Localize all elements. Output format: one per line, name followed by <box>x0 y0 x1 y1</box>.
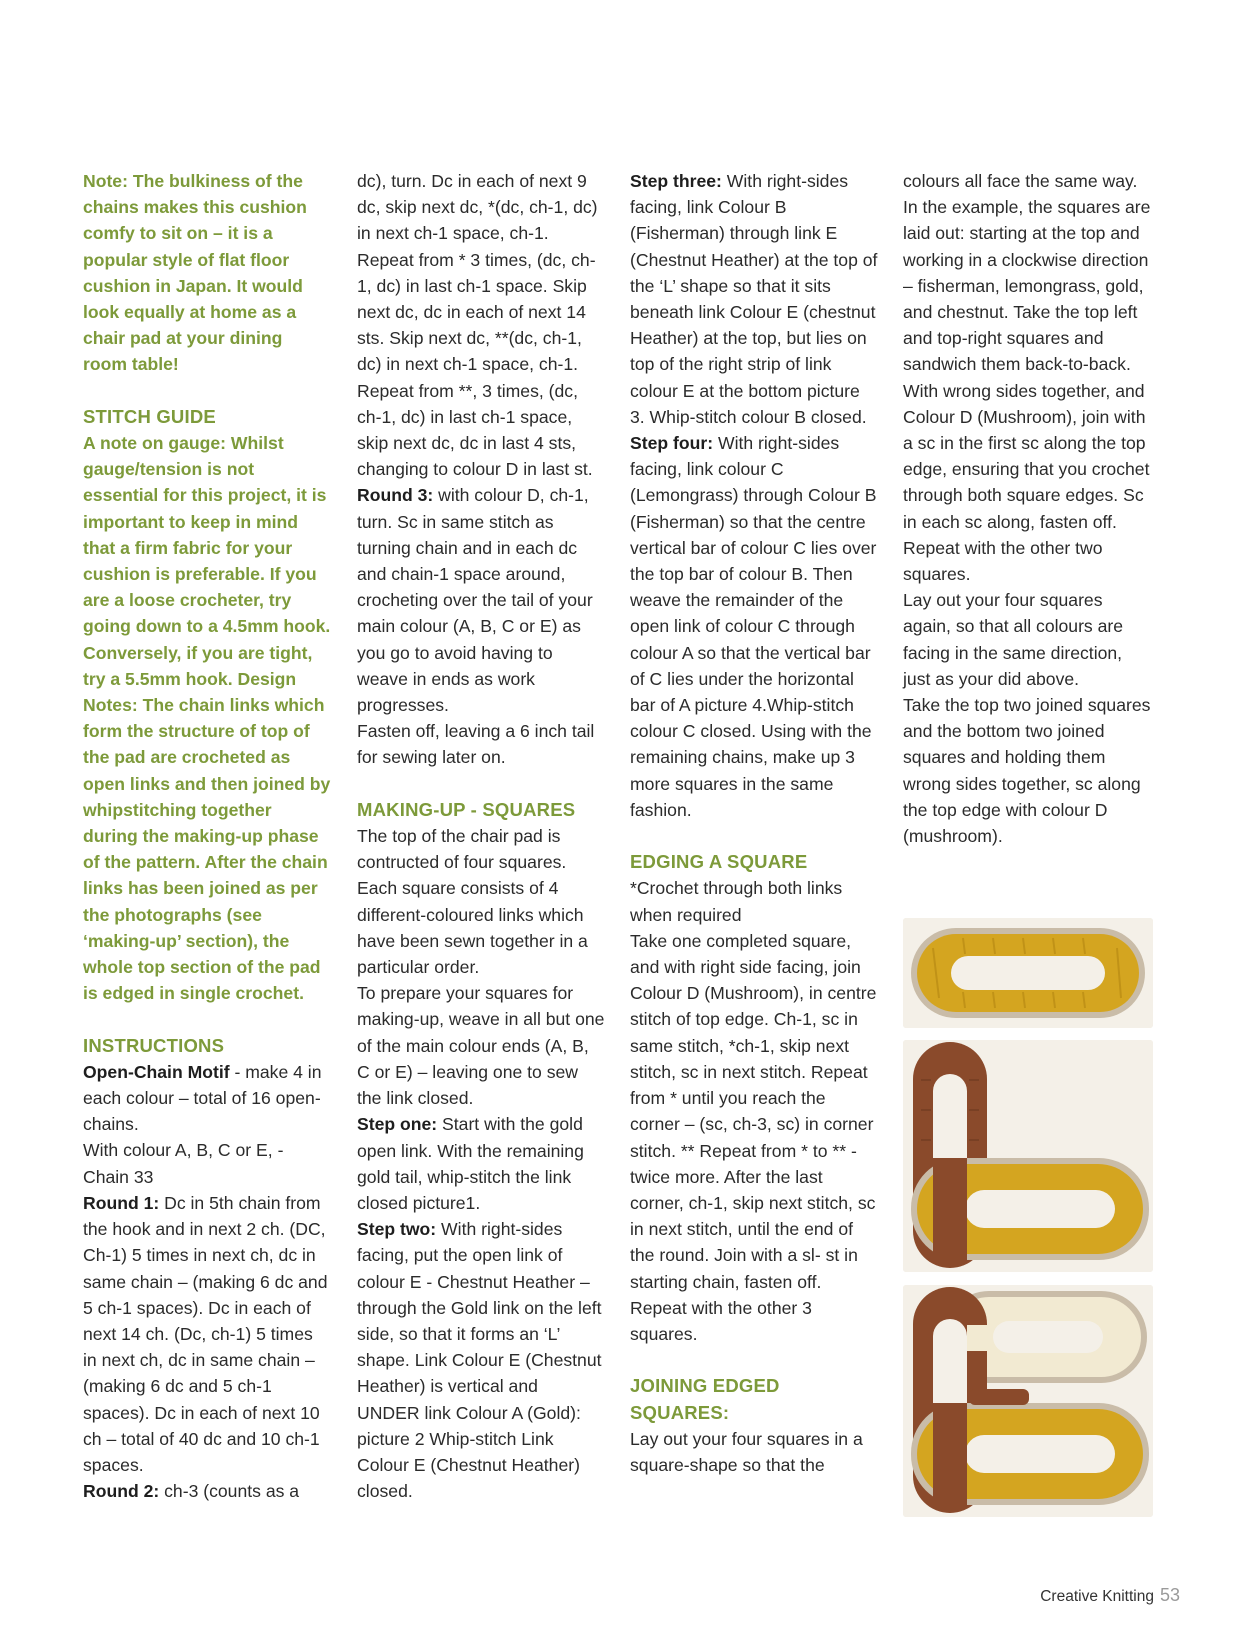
round-1-lead: Round 1: <box>83 1192 160 1213</box>
step-one-text: Start with the gold open link. With the remaining gold tail, whip-stitch the link closed picture1. <box>357 1114 584 1213</box>
step-three-text: With right-sides facing, link Colour B (Fisherman) through link E (Chestnut Heather) at the top of the ‘L’ shape so that it sits beneath link Colour E (chestnut Heather) at the top, but lies on top of the right strip of link colour E at the bottom picture 3. Whip-stitch colour B closed. <box>630 171 878 427</box>
photo-gold-chestnut-fisherman-links <box>903 1285 1153 1517</box>
round-2-paragraph <box>83 1478 331 1504</box>
edging-heading: EDGING A SQUARE <box>630 851 808 873</box>
photo-gold-link <box>903 918 1153 1028</box>
magazine-name: Creative Knitting <box>1040 1588 1154 1605</box>
motif-text: - make 4 in each colour – total of 16 open-chains. <box>83 1061 322 1135</box>
round-2-continued: dc), turn. Dc in each of next 9 dc, skip next dc, *(dc, ch-1, dc) in next ch-1 space, ch-1. Repeat from * 3 times, (dc, ch-1, dc) in last ch-1 space. Skip next dc, dc in each of next 14 sts. Skip next dc, **(dc, ch-1, dc) in next ch-1 space, ch-1. Repeat from **, 3 times, (dc, ch-1, dc) in last ch-1 space, skip next dc, dc in last 4 sts, changing to colour D in last st. <box>357 171 598 480</box>
page-number: 53 <box>1159 1585 1180 1605</box>
round-1-text: Dc in 5th chain from the hook and in next 2 ch. (DC, Ch-1) 5 times in next ch, dc in same chain – (making 6 dc and 5 ch-1 spaces). Dc in each of next 14 ch. (Dc, ch-1) 5 times in next ch, dc in same chain – (making 6 dc and 5 ch-1 spaces). Dc in each of next 10 ch – total of 40 dc and 10 ch-1 spaces. <box>83 1192 328 1475</box>
column-3 <box>630 168 878 1478</box>
column-2 <box>357 168 605 1504</box>
step-two-lead: Step two: <box>357 1219 437 1240</box>
photo-gold-chestnut-links <box>903 1040 1153 1272</box>
round-3-lead: Round 3: <box>357 485 434 506</box>
intro-note: Note: The bulkiness of the chains makes this cushion comfy to sit on – it is a popular style of flat floor cushion in Japan. It would look equally at home as a chair pad at your dining room table! <box>83 171 307 375</box>
round-3-paragraph <box>357 482 605 718</box>
column-4 <box>903 168 1151 849</box>
edging-paragraph-1: *Crochet through both links when required <box>630 878 843 925</box>
joining-paragraph-2: colours all face the same way. In the example, the squares are laid out: starting at the top and working in a clockwise direction – fisherman, lemongrass, gold, and chestnut. Take the top left and top-right squares and sandwich them back-to-back. With wrong sides together, and Colour D (Mushroom), join with a sc in the first sc along the top edge, ensuring that you crochet through both square edges. Sc in each sc along, fasten off. <box>903 171 1151 532</box>
edging-paragraph-3: Repeat with the other 3 squares. <box>630 1297 812 1344</box>
edging-paragraph-2: Take one completed square, and with right side facing, join Colour D (Mushroom), in centre stitch of top edge. Ch-1, sc in same stitch, *ch-1, skip next stitch, sc in next stitch. Repeat from * until you reach the corner – (sc, ch-3, sc) in corner stitch. ** Repeat from * to ** - twice more. After the last corner, ch-1, skip next stitch, sc in next stitch, until the end of the round. Join with a sl- st in starting chain, fasten off. <box>630 930 877 1292</box>
round-3-text: with colour D, ch-1, turn. Sc in same stitch as turning chain and in each dc and chain-1 space around, crocheting over the tail of your main colour (A, B, C or E) as you go to avoid having to weave in ends as work progresses. <box>357 485 593 716</box>
joining-paragraph-1: Lay out your four squares in a square-shape so that the <box>630 1428 863 1475</box>
making-up-heading: MAKING-UP - SQUARES <box>357 798 576 820</box>
step-two-text: With right-sides facing, put the open link of colour E - Chestnut Heather – through the Gold link on the left side, so that it forms an ‘L’ shape. Link Colour E (Chestnut Heather) is vertical and UNDER link Colour A (Gold): picture 2 Whip-stitch Link Colour E (Chestnut Heather) closed. <box>357 1219 602 1502</box>
fasten-off-paragraph: Fasten off, leaving a 6 inch tail for sewing later on. <box>357 721 595 768</box>
joining-paragraph-5: Take the top two joined squares and the bottom two joined squares and holding them wrong sides together, sc along the top edge with colour D (mushroom). <box>903 695 1151 847</box>
round-1-paragraph <box>83 1190 331 1478</box>
step-two-paragraph <box>357 1216 605 1504</box>
motif-lead: Open-Chain Motif <box>83 1061 230 1082</box>
stitch-guide-heading: STITCH GUIDE <box>83 405 216 427</box>
chain-paragraph: With colour A, B, C or E, - Chain 33 <box>83 1140 284 1187</box>
joining-paragraph-3: Repeat with the other two squares. <box>903 537 1103 585</box>
joining-paragraph-4: Lay out your four squares again, so that all colours are facing in the same direction, just as your did above. <box>903 590 1124 689</box>
step-three-lead: Step three: <box>630 171 722 191</box>
step-one-lead: Step one: <box>357 1114 438 1135</box>
step-four-text: With right-sides facing, link colour C (Lemongrass) through Colour B (Fisherman) so that the centre vertical bar of colour C lies over the top bar of colour B. Then weave the remainder of the open link of colour C through colour A so that the vertical bar of C lies under the horizontal bar of A picture 4.Whip-stitch colour C closed. Using with the remaining chains, make up 3 more squares in the same fashion. <box>630 433 877 820</box>
stitch-guide-text: A note on gauge: Whilst gauge/tension is not essential for this project, it is important to keep in mind that a firm fabric for your cushion is preferable. If you are a loose crocheter, try going down to a 4.5mm hook. Conversely, if you are tight, try a 5.5mm hook. Design Notes: The chain links which form the structure of top of the pad are crocheted as open links and then joined by whipstitching together during the making-up phase of the pattern. After the chain links has been joined as per the photographs (see ‘making-up’ section), the whole top section of the pad is edged in single crochet. <box>83 433 331 1004</box>
joining-heading: JOINING EDGED SQUARES: <box>630 1375 780 1423</box>
page-footer <box>1040 1585 1180 1606</box>
instructions-heading: INSTRUCTIONS <box>83 1034 225 1056</box>
round-2-lead: Round 2: <box>83 1481 160 1502</box>
step-one-paragraph <box>357 1111 605 1216</box>
motif-paragraph <box>83 1059 331 1138</box>
making-up-paragraph-2: To prepare your squares for making-up, weave in all but one of the main colour ends (A, B, C or E) – leaving one to sew the link closed. <box>357 983 605 1109</box>
step-four-paragraph <box>630 430 878 823</box>
step-three-paragraph <box>630 168 878 430</box>
making-up-paragraph-1: The top of the chair pad is contructed of four squares. Each square consists of 4 different-coloured links which have been sewn together in a particular order. <box>357 826 588 978</box>
round-2-text: ch-3 (counts as a <box>159 1481 300 1502</box>
step-four-lead: Step four: <box>630 433 714 454</box>
column-1 <box>83 168 331 1504</box>
